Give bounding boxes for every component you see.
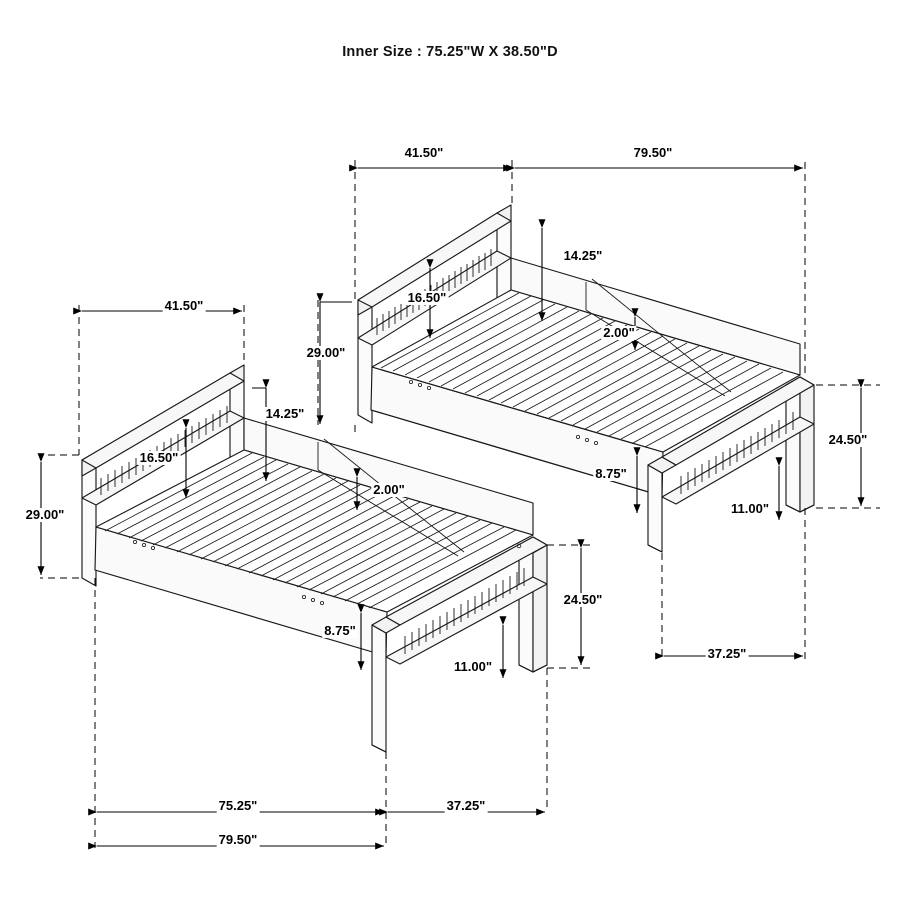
dim-top-head-14-25: 14.25" <box>563 248 603 263</box>
dim-bot-depth-37-25: 37.25" <box>446 798 486 813</box>
dim-bot-head-16-50: 16.50" <box>139 450 179 465</box>
dim-bot-rail-8-75: 8.75" <box>324 623 356 638</box>
dim-bot-overall-79-50: 79.50" <box>218 832 258 847</box>
dim-bot-inner-75-25: 75.25" <box>218 798 258 813</box>
dim-top-foot-24-50: 24.50" <box>828 432 868 447</box>
dim-top-depth-37-25: 37.25" <box>707 646 747 661</box>
dim-top-length-79-50: 79.50" <box>633 145 673 160</box>
dim-bot-head-14-25: 14.25" <box>265 406 305 421</box>
dim-top-width-41-50: 41.50" <box>404 145 444 160</box>
dim-top-slat-2-00: 2.00" <box>603 325 635 340</box>
dim-bot-slat-2-00: 2.00" <box>373 482 405 497</box>
page-title: Inner Size : 75.25"W X 38.50"D <box>342 44 558 60</box>
dim-bot-foot-11-00: 11.00" <box>454 659 492 674</box>
dim-bot-foot-24-50: 24.50" <box>563 592 603 607</box>
dim-bot-head-29-00: 29.00" <box>25 507 65 522</box>
dim-top-head-16-50: 16.50" <box>407 290 447 305</box>
dim-top-foot-11-00: 11.00" <box>731 501 769 516</box>
dim-bot-width-41-50: 41.50" <box>164 298 204 313</box>
dim-top-rail-8-75: 8.75" <box>595 466 627 481</box>
dim-top-head-29-00: 29.00" <box>306 345 346 360</box>
